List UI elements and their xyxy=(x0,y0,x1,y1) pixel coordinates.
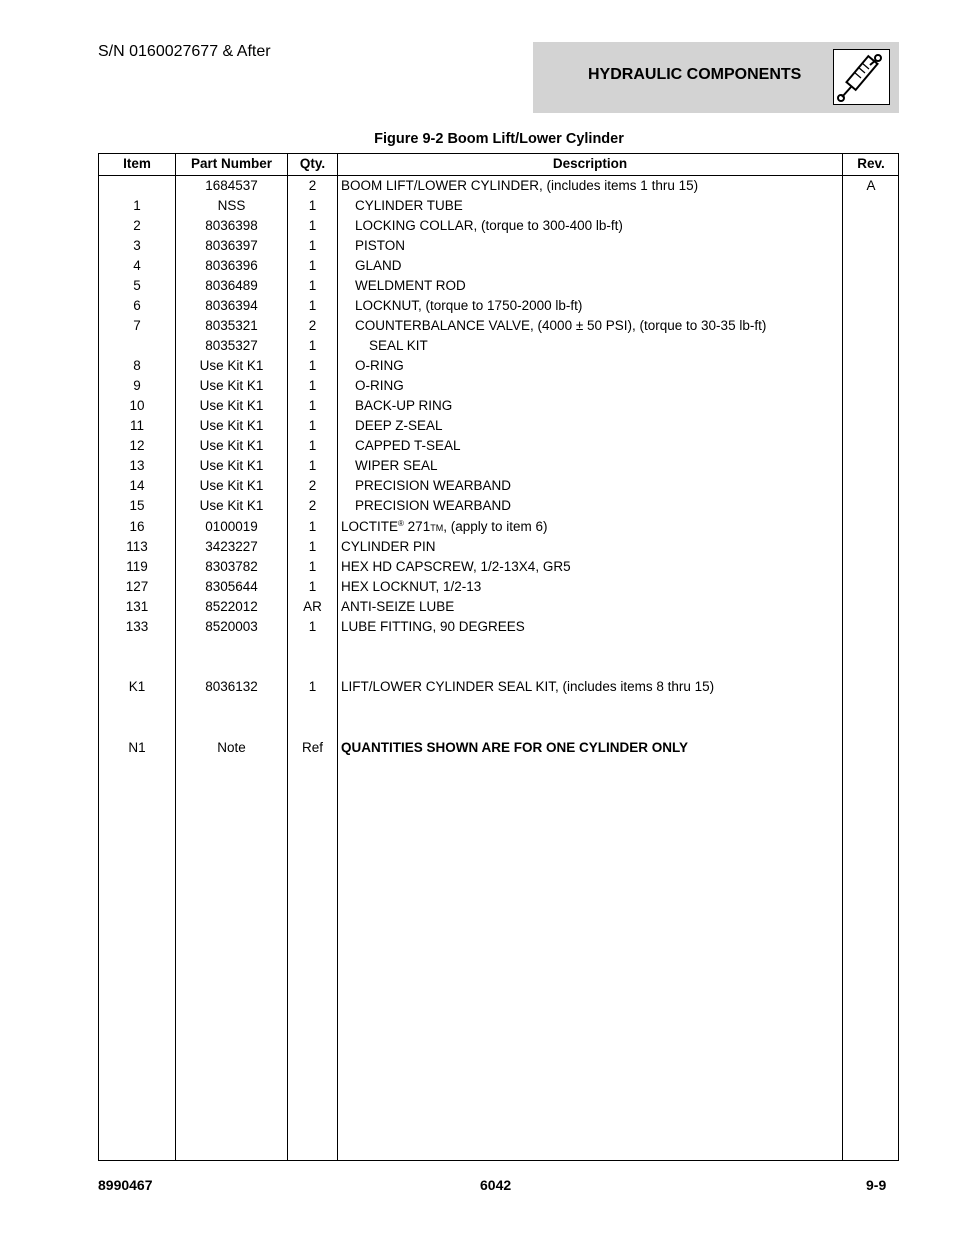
part-number-cell: Use Kit K1 xyxy=(199,378,264,393)
table-row xyxy=(99,476,898,496)
qty-cell: 1 xyxy=(308,679,317,694)
qty-cell: 1 xyxy=(308,278,317,293)
item-cell: 113 xyxy=(126,539,148,554)
part-number-cell: 8035327 xyxy=(205,338,258,353)
part-number-cell: 8303782 xyxy=(205,559,258,574)
trademark-mark: TM xyxy=(430,523,444,533)
item-cell: N1 xyxy=(128,740,146,755)
table-row xyxy=(99,376,898,396)
qty-cell: 1 xyxy=(308,418,317,433)
item-cell: 16 xyxy=(129,519,145,534)
qty-cell: 1 xyxy=(308,539,317,554)
description-cell: LOCKNUT, (torque to 1750-2000 lb-ft) xyxy=(355,298,583,313)
table-row xyxy=(99,236,898,256)
table-row xyxy=(99,296,898,316)
description-cell: BACK-UP RING xyxy=(355,398,453,413)
description-cell: HEX LOCKNUT, 1/2-13 xyxy=(341,579,482,594)
description-cell: LOCKING COLLAR, (torque to 300-400 lb-ft) xyxy=(355,218,623,233)
registered-mark: ® xyxy=(398,519,404,528)
part-number-cell: 3423227 xyxy=(205,539,258,554)
description-cell: WELDMENT ROD xyxy=(355,278,466,293)
table-row xyxy=(99,356,898,376)
item-cell: 5 xyxy=(133,278,141,293)
item-cell: 10 xyxy=(129,398,145,413)
item-cell: 15 xyxy=(129,498,145,513)
description-cell: LUBE FITTING, 90 DEGREES xyxy=(341,619,525,634)
qty-cell: 1 xyxy=(308,218,317,233)
document-number: 8990467 xyxy=(98,1177,153,1193)
description-cell: PISTON xyxy=(355,238,406,253)
qty-cell: 1 xyxy=(308,338,317,353)
table-row xyxy=(99,216,898,236)
part-number-cell: Note xyxy=(217,740,246,755)
part-number-cell: Use Kit K1 xyxy=(199,498,264,513)
qty-cell: 1 xyxy=(308,238,317,253)
item-cell: 11 xyxy=(129,418,144,433)
page-number: 9-9 xyxy=(866,1177,887,1193)
table-row xyxy=(99,537,898,557)
figure-title: Figure 9-2 Boom Lift/Lower Cylinder xyxy=(374,131,624,147)
table-row xyxy=(99,256,898,276)
description-cell: CYLINDER PIN xyxy=(341,539,436,554)
part-number-cell: 8036396 xyxy=(205,258,258,273)
item-cell: K1 xyxy=(128,679,146,694)
description-cell xyxy=(341,517,841,538)
description-cell: SEAL KIT xyxy=(369,338,428,353)
column-header-description: Description xyxy=(552,156,628,171)
column-header-rev: Rev. xyxy=(857,156,885,171)
serial-number: S/N 0160027677 & After xyxy=(98,43,271,60)
qty-cell: 2 xyxy=(308,498,317,513)
description-cell: PRECISION WEARBAND xyxy=(355,498,512,513)
part-number-cell: 0100019 xyxy=(205,519,258,534)
description-cell: GLAND xyxy=(355,258,402,273)
item-cell: 13 xyxy=(129,458,145,473)
qty-cell: 1 xyxy=(308,398,317,413)
description-cell: QUANTITIES SHOWN ARE FOR ONE CYLINDER ONLY xyxy=(341,740,689,755)
qty-cell: 1 xyxy=(308,438,317,453)
parts-table xyxy=(98,153,899,1161)
qty-cell: Ref xyxy=(301,740,323,755)
column-header-qty: Qty. xyxy=(299,156,326,171)
table-row xyxy=(99,436,898,456)
qty-cell: 1 xyxy=(308,579,317,594)
item-cell: 127 xyxy=(125,579,149,594)
qty-cell: 1 xyxy=(308,458,317,473)
item-cell: 6 xyxy=(133,298,141,313)
description-cell: O-RING xyxy=(355,358,404,373)
hydraulic-cylinder-icon xyxy=(833,49,890,105)
description-cell: COUNTERBALANCE VALVE, (4000 ± 50 PSI), (torque to 30-35 lb-ft) xyxy=(355,318,767,333)
table-row xyxy=(99,196,898,216)
table-row xyxy=(99,617,898,637)
part-number-cell: 8036489 xyxy=(205,278,258,293)
table-row xyxy=(99,456,898,476)
part-number-cell: 8520003 xyxy=(205,619,258,634)
description-cell: PRECISION WEARBAND xyxy=(355,478,512,493)
description-cell: LIFT/LOWER CYLINDER SEAL KIT, (includes items 8 thru 15) xyxy=(341,679,715,694)
table-row xyxy=(99,276,898,296)
qty-cell: 1 xyxy=(308,619,317,634)
qty-cell: 1 xyxy=(308,519,317,534)
item-cell: 12 xyxy=(129,438,145,453)
item-cell: 1 xyxy=(133,198,141,213)
part-number-cell: 8036398 xyxy=(205,218,258,233)
qty-cell: 2 xyxy=(308,318,317,333)
item-cell: 9 xyxy=(133,378,141,393)
part-number-cell: 8036394 xyxy=(205,298,258,313)
item-cell: 4 xyxy=(133,258,141,273)
description-cell: BOOM LIFT/LOWER CYLINDER, (includes items 1 thru 15) xyxy=(341,178,699,193)
part-number-cell: 1684537 xyxy=(205,178,258,193)
table-row xyxy=(99,416,898,436)
table-row xyxy=(99,396,898,416)
qty-cell: 1 xyxy=(308,559,317,574)
item-cell: 133 xyxy=(125,619,149,634)
model-number: 6042 xyxy=(480,1177,512,1193)
part-number-cell: 8305644 xyxy=(205,579,258,594)
rev-cell: A xyxy=(866,178,876,193)
item-cell: 14 xyxy=(129,478,145,493)
item-cell: 8 xyxy=(133,358,141,373)
part-number-cell: Use Kit K1 xyxy=(199,418,264,433)
description-text: LOCTITE xyxy=(341,519,399,534)
part-number-cell: 8522012 xyxy=(205,599,258,614)
description-text: , (apply to item 6) xyxy=(443,519,548,534)
table-row xyxy=(99,677,898,697)
part-number-cell: Use Kit K1 xyxy=(199,398,264,413)
description-cell: DEEP Z-SEAL xyxy=(355,418,443,433)
description-cell: HEX HD CAPSCREW, 1/2-13X4, GR5 xyxy=(341,559,571,574)
item-cell: 131 xyxy=(125,599,149,614)
qty-cell: 1 xyxy=(308,378,317,393)
description-cell: ANTI-SEIZE LUBE xyxy=(341,599,455,614)
description-cell: CYLINDER TUBE xyxy=(355,198,463,213)
table-row xyxy=(99,496,898,516)
section-title: HYDRAULIC COMPONENTS xyxy=(588,66,802,83)
part-number-cell: Use Kit K1 xyxy=(199,478,264,493)
section-header xyxy=(533,42,899,113)
qty-cell: AR xyxy=(303,599,322,614)
qty-cell: 2 xyxy=(308,478,317,493)
column-header-part-number: Part Number xyxy=(190,156,273,171)
part-number-cell: NSS xyxy=(217,198,246,213)
description-text: 271 xyxy=(403,519,431,534)
item-cell: 2 xyxy=(133,218,141,233)
item-cell: 119 xyxy=(126,559,148,574)
column-header-item: Item xyxy=(123,156,151,171)
table-row xyxy=(99,316,898,336)
qty-cell: 1 xyxy=(308,298,317,313)
description-cell: WIPER SEAL xyxy=(355,458,438,473)
part-number-cell: Use Kit K1 xyxy=(199,458,264,473)
table-row xyxy=(99,176,898,196)
table-row xyxy=(99,557,898,577)
table-row xyxy=(99,577,898,597)
qty-cell: 1 xyxy=(308,198,317,213)
item-cell: 3 xyxy=(133,238,141,253)
part-number-cell: 8036132 xyxy=(205,679,258,694)
part-number-cell: Use Kit K1 xyxy=(199,358,264,373)
table-row xyxy=(99,517,898,537)
table-row xyxy=(99,336,898,356)
part-number-cell: 8035321 xyxy=(205,318,258,333)
qty-cell: 2 xyxy=(308,178,317,193)
item-cell: 7 xyxy=(133,318,141,333)
qty-cell: 1 xyxy=(308,258,317,273)
part-number-cell: 8036397 xyxy=(205,238,258,253)
description-cell: CAPPED T-SEAL xyxy=(355,438,461,453)
description-cell: O-RING xyxy=(355,378,404,393)
qty-cell: 1 xyxy=(308,358,317,373)
table-row xyxy=(99,597,898,617)
table-row xyxy=(99,738,898,758)
part-number-cell: Use Kit K1 xyxy=(199,438,264,453)
